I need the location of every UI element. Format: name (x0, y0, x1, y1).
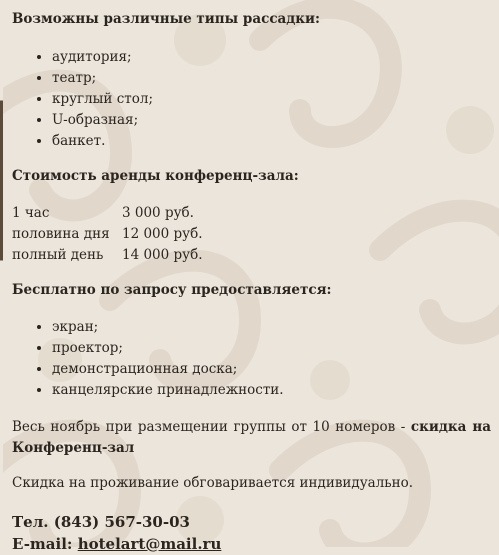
table-row (12, 224, 203, 245)
promo-text: Весь ноябрь при размещении группы от 10 номеров - (12, 419, 406, 435)
list-item: • банкет. (52, 131, 491, 152)
free-services-list (12, 317, 491, 401)
price-cell: 3 000 руб. (122, 205, 194, 221)
contacts-block (12, 511, 491, 555)
promo-highlight: скидка на Конференц-зал (12, 419, 491, 456)
period-cell: 1 час (12, 205, 50, 221)
list-item: • канцелярские принадлежности. (52, 380, 491, 401)
table-row (12, 245, 203, 266)
period-cell: половина дня (12, 226, 110, 242)
email-link[interactable]: hotelart@mail.ru (77, 535, 222, 553)
phone-number: Тел. (843) 567-30-03 (12, 513, 190, 531)
price-cell: 12 000 руб. (122, 226, 203, 242)
email-line (12, 533, 491, 555)
seating-title: Возможны различные типы рассадки: (12, 11, 321, 27)
free-services-title: Бесплатно по запросу предоставляется: (12, 282, 332, 298)
table-row (12, 203, 203, 224)
period-cell: полный день (12, 247, 104, 263)
email-label: E-mail: (12, 535, 73, 553)
pricing-title: Стоимость аренды конференц-зала: (12, 168, 299, 184)
list-item: • театр; (52, 68, 491, 89)
list-item: • экран; (52, 317, 491, 338)
list-item: • U-образная; (52, 110, 491, 131)
list-item: • круглый стол; (52, 89, 491, 110)
list-item: • аудитория; (52, 47, 491, 68)
pricing-table (12, 203, 203, 266)
seating-list (12, 47, 491, 152)
list-item: • проектор; (52, 338, 491, 359)
price-cell: 14 000 руб. (122, 247, 203, 263)
promo-paragraph (12, 417, 491, 459)
discount-note: Скидка на проживание обговаривается индивидуально. (12, 475, 414, 491)
list-item: • демонстрационная доска; (52, 359, 491, 380)
